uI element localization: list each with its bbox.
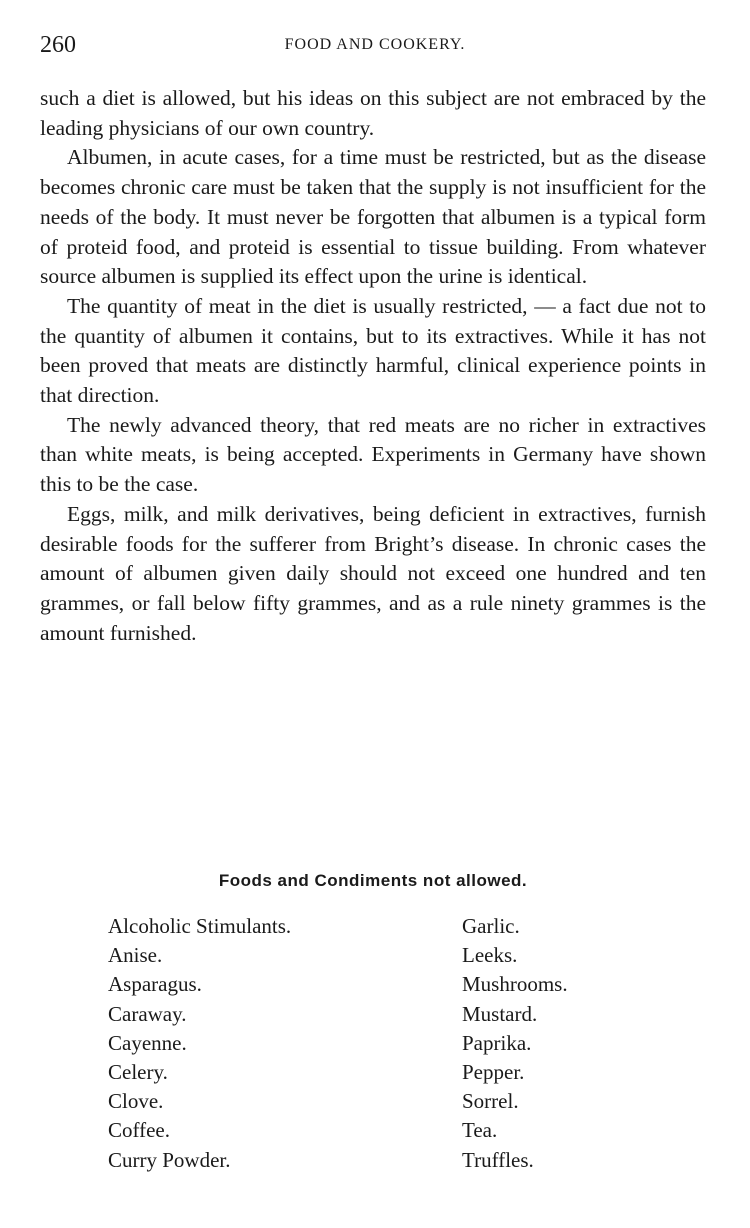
list-item: Sorrel.	[462, 1089, 519, 1114]
foods-list-right	[462, 912, 568, 1175]
list-item: Paprika.	[462, 1030, 532, 1055]
list-item: Pepper.	[462, 1060, 525, 1085]
list-item: Coffee.	[108, 1118, 171, 1143]
paragraph-continued: such a diet is allowed, but his ideas on this subject are not embraced by the leading physicians of our own country.	[40, 86, 706, 140]
list-item: Tea.	[462, 1118, 498, 1143]
page-number: 260	[40, 32, 76, 58]
list-item: Cayenne.	[108, 1030, 187, 1055]
list-item: Asparagus.	[108, 972, 202, 997]
foods-list-left	[108, 912, 291, 1175]
list-item: Mushrooms.	[462, 972, 568, 997]
paragraph-eggs-milk: Eggs, milk, and milk derivatives, being deficient in extractives, furnish desirable foods for the sufferer from Bright’s disease. In chronic cases the amount of albumen given daily should not exceed one hundred and ten grammes, or fall below fifty grammes, and as a rule ninety grammes is the amount furnished.	[40, 501, 706, 645]
list-item: Celery.	[108, 1060, 168, 1085]
list-item: Caraway.	[108, 1001, 187, 1026]
list-item: Alcoholic Stimulants.	[108, 914, 292, 938]
paragraph-albumen: Albumen, in acute cases, for a time must be restricted, but as the disease becomes chronic care must be taken that the supply is not insufficient for the needs of the body. It must never be forgotten that albumen is a typical form of proteid food, and proteid is essential to tissue building. From whatever source albumen is supplied its effect upon the urine is identical.	[40, 145, 706, 289]
paragraph-meat: The quantity of meat in the diet is usually restricted, — a fact due not to the quantity of albumen it contains, but to its extractives. While it has not been proved that meats are distinctly harmful, clinical experience points in that direction.	[40, 293, 706, 408]
foods-section-heading: Foods and Condiments not allowed.	[218, 871, 528, 890]
running-title: FOOD AND COOKERY.	[284, 36, 466, 53]
body-text	[40, 84, 706, 648]
list-item: Truffles.	[462, 1147, 534, 1172]
list-item: Garlic.	[462, 914, 520, 938]
list-item: Clove.	[108, 1089, 164, 1114]
list-item: Anise.	[108, 943, 163, 968]
list-item: Curry Powder.	[108, 1147, 231, 1172]
page-header	[40, 30, 710, 60]
list-item: Leeks.	[462, 943, 518, 968]
list-item: Mustard.	[462, 1001, 538, 1026]
paragraph-red-meats: The newly advanced theory, that red meats are no richer in extractives than white meats, is being accepted. Experiments in Germany have shown this to be the case.	[40, 412, 706, 497]
